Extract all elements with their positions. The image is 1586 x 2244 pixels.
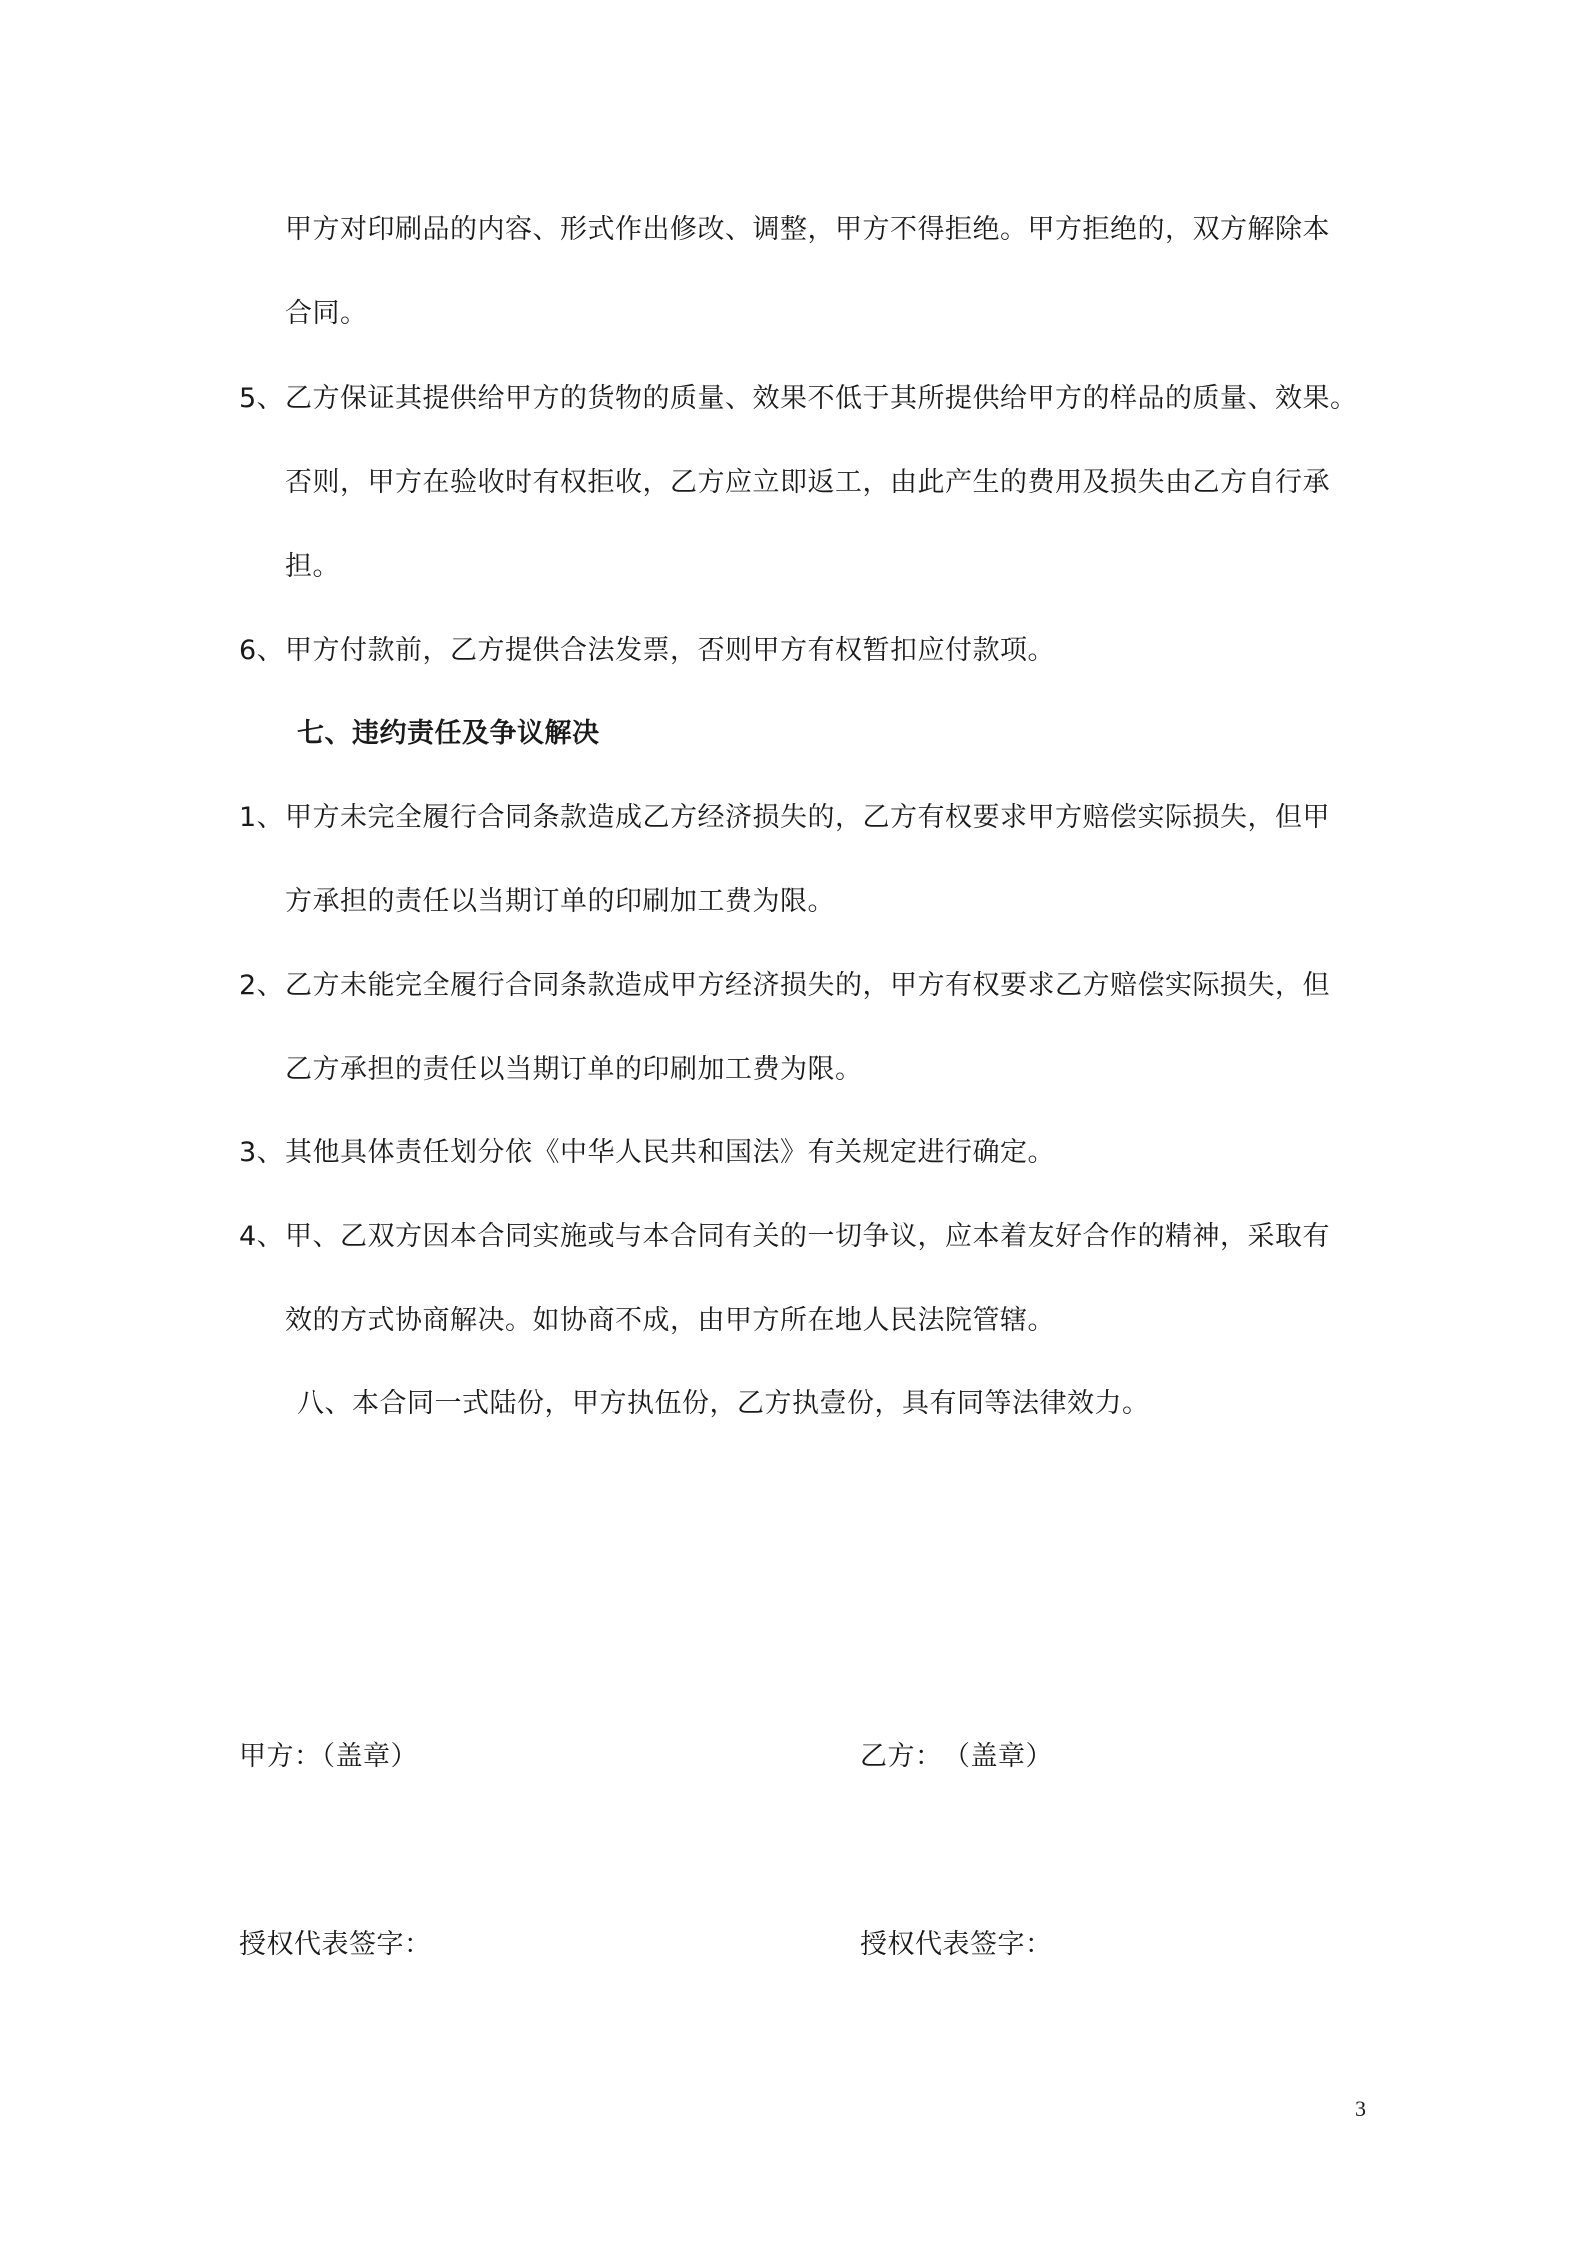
section-8-paragraph: 八、本合同一式陆份，甲方执伍份，乙方执壹份，具有同等法律效力。 [297,1388,1150,1419]
section-7-clause-1-line-2: 方承担的责任以当期订单的印刷加工费为限。 [285,886,835,917]
section-7-clause-1 [239,800,1330,836]
clause-5 [239,381,1358,417]
party-b-representative-signature-label: 授权代表签字： [860,1929,1053,1960]
party-a-representative-signature-label: 授权代表签字： [239,1929,432,1960]
clause-5-line-2: 否则，甲方在验收时有权拒收，乙方应立即返工，由此产生的费用及损失由乙方自行承 [285,467,1330,498]
section-7-clause-3-number: 3、 [239,1137,285,1168]
section-7-heading: 七、违约责任及争议解决 [297,718,600,749]
section-7-clause-3 [239,1135,1055,1171]
section-7-clause-4-number: 4、 [239,1221,285,1252]
section-7-clause-2-line-2: 乙方承担的责任以当期订单的印刷加工费为限。 [285,1054,863,1085]
section-7-clause-2-line-1: 乙方未能完全履行合同条款造成甲方经济损失的，甲方有权要求乙方赔偿实际损失，但 [285,970,1330,1001]
page-number: 3 [1355,2096,1366,2121]
clause-5-line-3: 担。 [285,551,340,582]
section-7-clause-4-line-2: 效的方式协商解决。如协商不成，由甲方所在地人民法院管辖。 [285,1305,1055,1336]
clause-4-continuation-line-1: 甲方对印刷品的内容、形式作出修改、调整，甲方不得拒绝。甲方拒绝的，双方解除本 [285,214,1330,245]
section-7-clause-4 [239,1219,1330,1255]
section-7-clause-4-line-1: 甲、乙双方因本合同实施或与本合同有关的一切争议，应本着友好合作的精神，采取有 [285,1221,1330,1252]
party-a-seal-label: 甲方：（盖章） [239,1741,418,1772]
clause-5-number: 5、 [239,383,285,414]
clause-6-number: 6、 [239,635,285,666]
section-7-clause-1-line-1: 甲方未完全履行合同条款造成乙方经济损失的，乙方有权要求甲方赔偿实际损失，但甲 [285,802,1330,833]
section-7-clause-1-number: 1、 [239,802,285,833]
section-7-clause-3-line-1: 其他具体责任划分依《中华人民共和国法》有关规定进行确定。 [285,1137,1055,1168]
clause-6-line-1: 甲方付款前，乙方提供合法发票，否则甲方有权暂扣应付款项。 [285,635,1055,666]
section-7-clause-2-number: 2、 [239,970,285,1001]
clause-5-line-1: 乙方保证其提供给甲方的货物的质量、效果不低于其所提供给甲方的样品的质量、效果。 [285,383,1358,414]
clause-6 [239,633,1055,669]
clause-4-continuation-line-2: 合同。 [285,298,368,329]
party-b-seal-label: 乙方： （盖章） [860,1741,1053,1772]
section-7-clause-2 [239,968,1330,1004]
